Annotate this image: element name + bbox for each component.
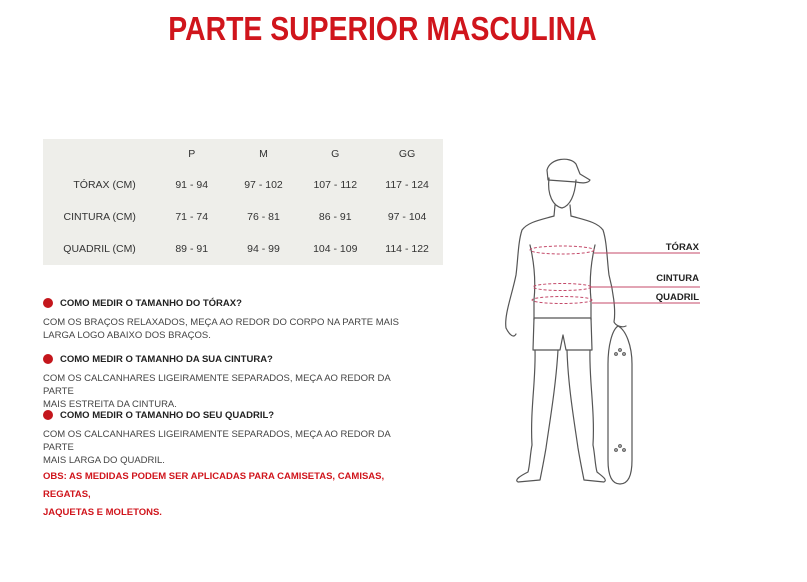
faq-question: COMO MEDIR O TAMANHO DO SEU QUADRIL?	[60, 409, 275, 421]
table-header-row	[43, 139, 443, 169]
bullet-icon	[43, 410, 53, 420]
size-table	[43, 139, 443, 265]
table-cell: 114 - 122	[385, 243, 429, 255]
faq-answer-line: LARGA LOGO ABAIXO DOS BRAÇOS.	[43, 330, 211, 341]
faq-answer-line: COM OS CALCANHARES LIGEIRAMENTE SEPARADOS, MEÇA AO REDOR DA PARTE	[43, 373, 391, 397]
left-leg-shape	[517, 350, 558, 482]
column-header-g: G	[331, 148, 340, 160]
quadril-measure-ellipse	[532, 297, 592, 304]
faq-question: COMO MEDIR O TAMANHO DA SUA CINTURA?	[60, 353, 273, 365]
row-label-quadril: QUADRIL (CM)	[63, 243, 136, 255]
table-cell: 86 - 91	[318, 211, 352, 223]
faq-answer-line: MAIS ESTREITA DA CINTURA.	[43, 399, 177, 410]
faq-answer-line: MAIS LARGA DO QUADRIL.	[43, 455, 165, 466]
table-cell: 71 - 74	[175, 211, 209, 223]
table-cell: 76 - 81	[247, 211, 280, 223]
column-header-p: P	[188, 148, 196, 160]
bullet-icon	[43, 354, 53, 364]
body-figure	[490, 150, 710, 490]
right-leg-shape	[567, 350, 605, 482]
shorts-shape	[533, 318, 592, 350]
bullet-icon	[43, 298, 53, 308]
label-torax: TÓRAX	[665, 242, 699, 253]
table-row	[43, 233, 443, 265]
faq-answer	[43, 372, 413, 411]
row-label-cintura: CINTURA (CM)	[63, 211, 136, 223]
faq-question: COMO MEDIR O TAMANHO DO TÓRAX?	[60, 297, 242, 309]
observation-line: OBS: AS MEDIDAS PODEM SER APLICADAS PARA CAMISETAS, CAMISAS, REGATAS,	[43, 471, 385, 500]
faq-item-quadril	[43, 408, 413, 467]
body-figure-illustration	[490, 150, 710, 490]
observation-line: JAQUETAS E MOLETONS.	[43, 507, 162, 518]
table-cell: 107 - 112	[313, 179, 358, 191]
faq-answer-line: COM OS BRAÇOS RELAXADOS, MEÇA AO REDOR DO CORPO NA PARTE MAIS	[43, 317, 399, 328]
label-quadril: QUADRIL	[655, 292, 699, 303]
row-label-torax: TÓRAX (CM)	[73, 179, 136, 191]
table-row	[43, 201, 443, 233]
table-cell: 104 - 109	[313, 243, 358, 255]
faq-item-torax	[43, 296, 413, 342]
faq-answer	[43, 316, 413, 342]
table-cell: 89 - 91	[175, 243, 209, 255]
table-row	[43, 169, 443, 201]
label-cintura: CINTURA	[656, 273, 699, 284]
table-cell: 97 - 104	[387, 211, 427, 223]
faq-answer	[43, 428, 413, 467]
page-title: PARTE SUPERIOR MASCULINA	[168, 10, 597, 47]
table-cell: 91 - 94	[175, 179, 209, 191]
right-torso-shape	[590, 245, 595, 320]
observation-note	[43, 468, 413, 522]
right-arm-shape	[571, 216, 626, 327]
table-cell: 97 - 102	[244, 179, 283, 191]
faq-answer-line: COM OS CALCANHARES LIGEIRAMENTE SEPARADOS, MEÇA AO REDOR DA PARTE	[43, 429, 391, 453]
table-cell: 94 - 99	[247, 243, 280, 255]
faq-item-cintura	[43, 352, 413, 411]
cintura-measure-ellipse	[533, 284, 591, 291]
skateboard-shape	[608, 326, 632, 484]
column-header-gg: GG	[398, 148, 416, 160]
column-header-m: M	[259, 148, 268, 160]
table-cell: 117 - 124	[385, 179, 429, 191]
left-torso-shape	[530, 245, 535, 320]
table-corner	[43, 139, 156, 169]
torax-measure-ellipse	[530, 246, 594, 254]
cap-shape	[547, 159, 590, 183]
head-shape	[549, 178, 576, 208]
